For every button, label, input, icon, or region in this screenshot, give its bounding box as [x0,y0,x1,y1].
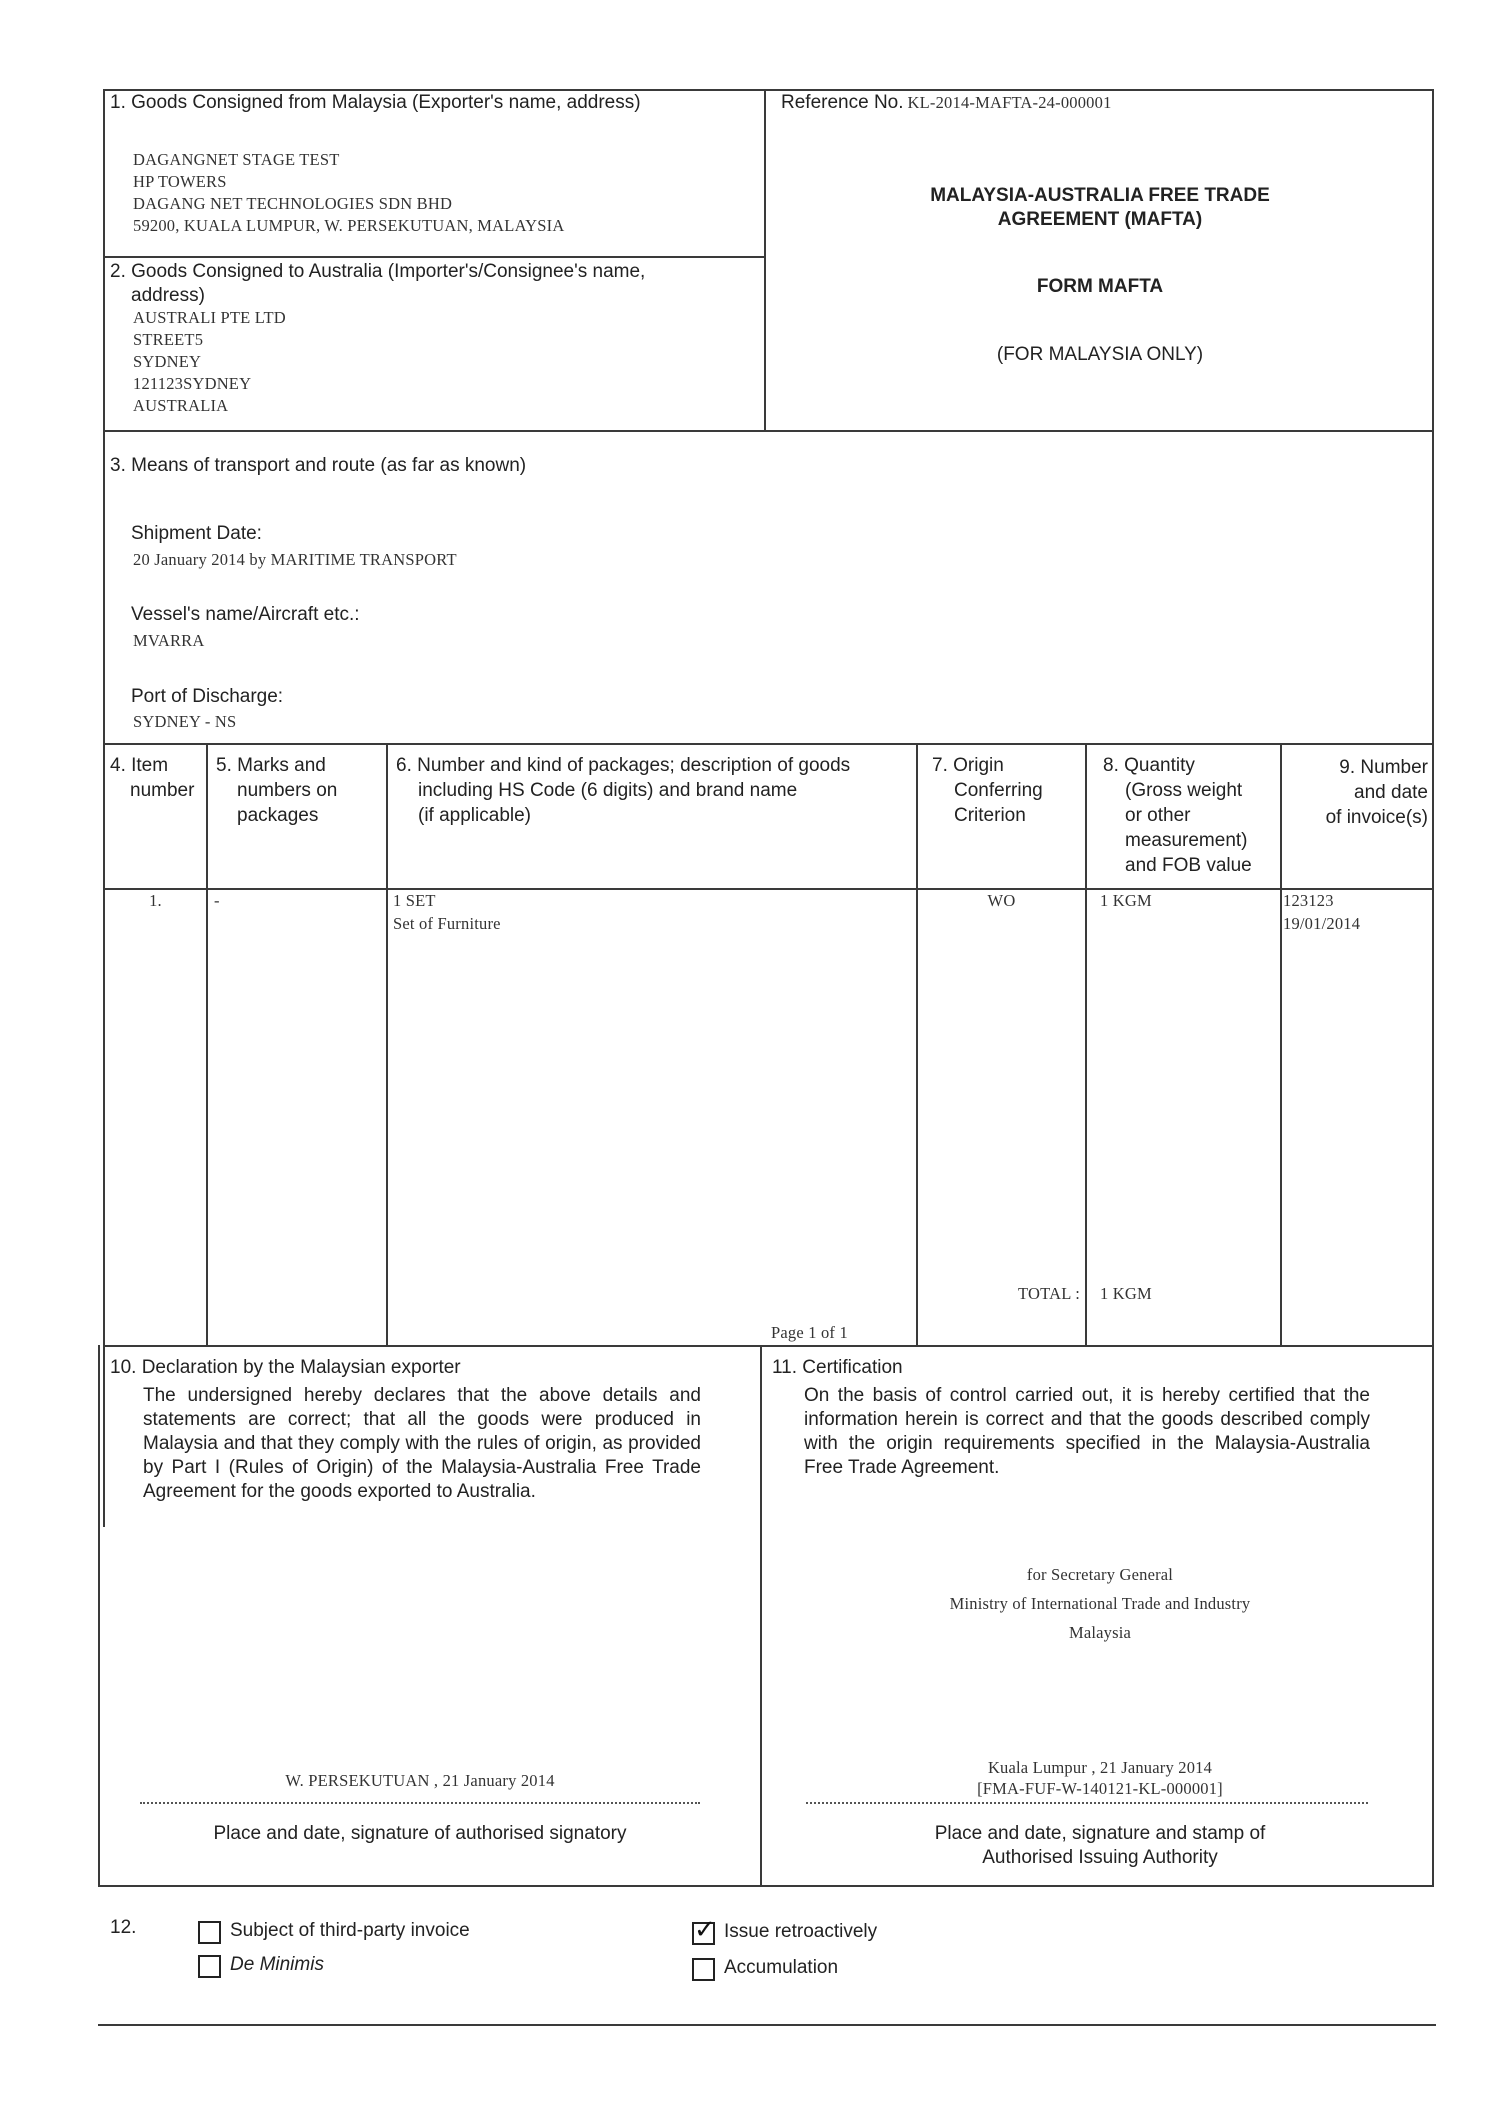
row-marks: - [214,891,220,910]
shipment-date-value: 20 January 2014 by MARITIME TRANSPORT [133,550,457,569]
certification-reference: [FMA-FUF-W-140121-KL-000001] [977,1779,1223,1798]
certification-label: 11. Certification [772,1357,903,1378]
document-title-line2: AGREEMENT (MAFTA) [997,209,1203,230]
certification-place-date: Kuala Lumpur , 21 January 2014 [987,1758,1213,1777]
accumulation-checkbox[interactable] [692,1958,715,1981]
header-text: number [130,780,195,801]
reference-number [781,91,1112,115]
row-item-number: 1. [149,891,162,910]
header-text: and FOB value [1125,855,1252,876]
consignee-label-cont: address) [131,285,205,306]
form-name: FORM MAFTA [1036,276,1164,297]
header-text: 7. Origin [932,755,1004,776]
exporter-line: DAGANGNET STAGE TEST [133,150,340,169]
consignee-address [133,307,286,417]
header-text: 4. Item [110,755,169,776]
transport-label: 3. Means of transport and route (as far as known) [110,455,527,476]
vessel-label: Vessel's name/Aircraft etc.: [131,604,360,625]
de-minimis-label: De Minimis [230,1954,324,1975]
header-text: or other [1125,805,1191,826]
header-description [396,753,850,828]
port-value: SYDNEY - NS [133,712,237,731]
exporter-address [133,149,564,237]
page-number: Page 1 of 1 [771,1323,848,1342]
exporter-label: 1. Goods Consigned from Malaysia (Exporter's name, address) [110,92,641,113]
options-label: 12. [110,1917,137,1938]
declaration-text: The undersigned hereby declares that the above details and statements are correct; that all the goods were produced in Malaysia and that they comply with the rules of origin, as provided by Part I (Rules of Origin) of the Malaysia-Australia Free Trade Agreement for the goods exported to Australia. [143,1385,701,1502]
header-text: Criterion [954,805,1026,826]
third-party-invoice-label: Subject of third-party invoice [230,1920,470,1941]
header-marks [216,753,337,828]
header-text: 8. Quantity [1103,755,1195,776]
header-origin [932,753,1043,828]
consignee-line: SYDNEY [133,352,202,371]
header-text: and date [1354,782,1428,803]
header-text: including HS Code (6 digits) and brand name [418,780,798,801]
shipment-date-label: Shipment Date: [131,523,262,544]
header-text: measurement) [1125,830,1248,851]
port-label: Port of Discharge: [131,686,284,707]
header-text: 6. Number and kind of packages; description of goods [396,755,851,776]
certification-signature-line [806,1802,1368,1804]
check-icon: ✓ [694,1915,716,1945]
declaration-label: 10. Declaration by the Malaysian exporter [110,1357,461,1378]
certification-caption-line1: Place and date, signature and stamp of [934,1823,1266,1844]
authority-line: Malaysia [1068,1623,1132,1642]
total-label: TOTAL : [1018,1284,1080,1303]
certification-text: On the basis of control carried out, it is hereby certified that the information herein is correct and that the goods described comply with the origin requirements specified in the Malaysia-Australia Free Trade Agreement. [804,1385,1370,1478]
reference-value: KL-2014-MAFTA-24-000001 [907,93,1112,112]
reference-label: Reference No. [781,92,904,113]
issuing-authority [766,1560,1434,1647]
consignee-line: STREET5 [133,330,204,349]
vessel-value: MVARRA [133,631,205,650]
issue-retroactively-label: Issue retroactively [724,1921,878,1942]
header-text: Conferring [954,780,1043,801]
header-text: 9. Number [1339,757,1428,778]
exporter-line: 59200, KUALA LUMPUR, W. PERSEKUTUAN, MALAYSIA [133,216,565,235]
consignee-label: 2. Goods Consigned to Australia (Importer's/Consignee's name, [110,261,646,282]
header-text: (if applicable) [418,805,531,826]
row-description-qty: 1 SET [393,891,436,910]
header-quantity [1103,753,1252,878]
header-text: (Gross weight [1125,780,1243,801]
de-minimis-checkbox[interactable] [198,1955,221,1978]
authority-line: Ministry of International Trade and Industry [949,1594,1251,1613]
header-text: numbers on [237,780,338,801]
row-description: Set of Furniture [393,914,501,933]
accumulation-label: Accumulation [724,1957,839,1978]
consignee-line: AUSTRALIA [133,396,229,415]
declaration-place-date: W. PERSEKUTUAN , 21 January 2014 [285,1771,555,1790]
row-quantity: 1 KGM [1100,891,1152,910]
row-origin-criterion: WO [987,891,1016,910]
issue-retroactively-checkbox[interactable] [692,1915,716,1945]
header-text: packages [237,805,319,826]
declaration-signature-line [140,1802,700,1804]
row-invoice-date: 19/01/2014 [1283,914,1361,933]
header-invoice [1288,755,1428,830]
row-invoice-number: 123123 [1283,891,1334,910]
header-item-number [110,753,194,803]
form-scope: (FOR MALAYSIA ONLY) [996,344,1204,365]
header-text: of invoice(s) [1325,807,1428,828]
exporter-line: DAGANG NET TECHNOLOGIES SDN BHD [133,194,453,213]
authority-line: for Secretary General [1026,1565,1174,1584]
consignee-line: AUSTRALI PTE LTD [133,308,286,327]
certification-caption-line2: Authorised Issuing Authority [982,1847,1218,1868]
declaration-caption: Place and date, signature of authorised signatory [213,1823,627,1844]
header-text: 5. Marks and [216,755,326,776]
exporter-line: HP TOWERS [133,172,227,191]
consignee-line: 121123SYDNEY [133,374,252,393]
document-title-line1: MALAYSIA-AUSTRALIA FREE TRADE [930,185,1270,206]
total-value: 1 KGM [1100,1284,1152,1303]
third-party-invoice-checkbox[interactable] [198,1921,221,1944]
